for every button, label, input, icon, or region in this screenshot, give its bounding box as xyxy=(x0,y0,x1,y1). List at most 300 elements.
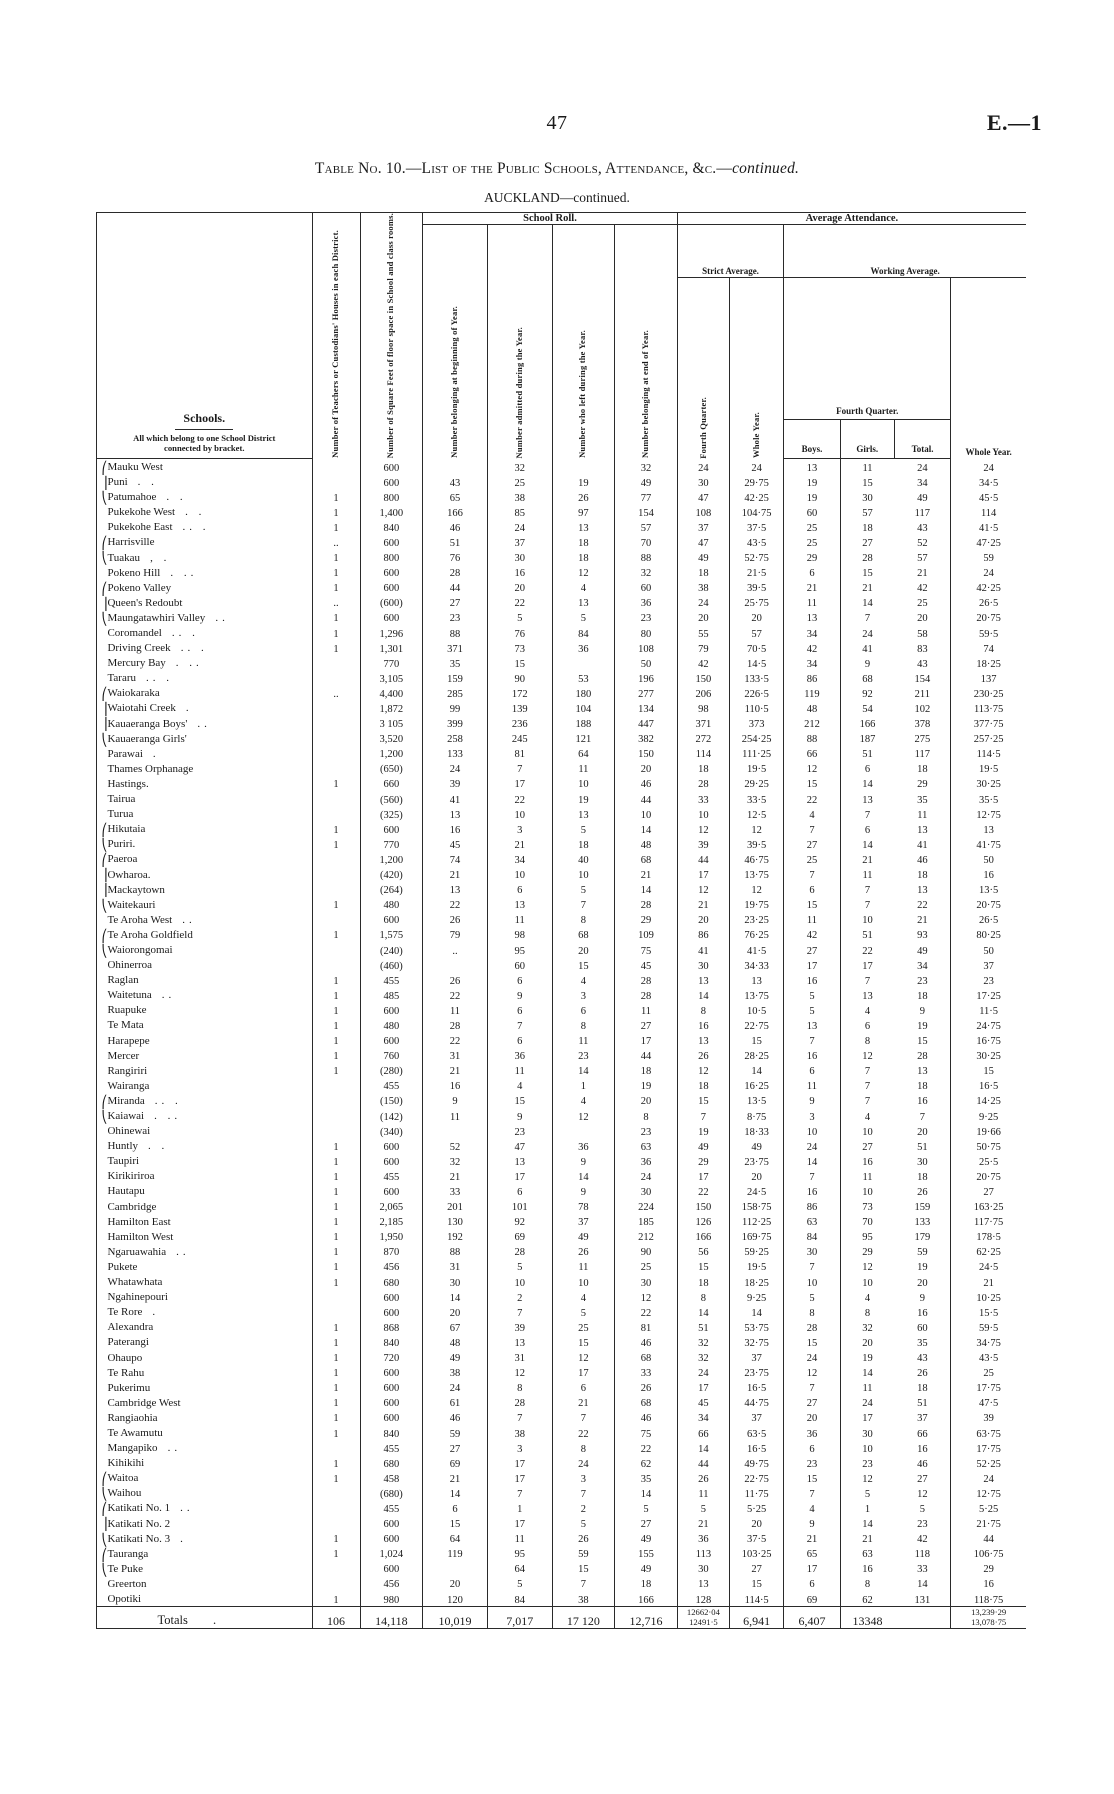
cell-s-fourth: 44 xyxy=(677,851,729,866)
cell-w-girls: 14 xyxy=(840,1515,894,1530)
cell-admitted: 17 xyxy=(487,1515,552,1530)
cell-w-total: 20 xyxy=(917,613,928,625)
cell-w-boys: 7 xyxy=(784,821,840,836)
table-row xyxy=(97,1364,1027,1379)
cell-begin: 59 xyxy=(423,1425,488,1440)
cell-s-whole: 29·75 xyxy=(730,474,784,489)
cell-sqft: 840 xyxy=(360,519,423,534)
group-bracket xyxy=(97,1425,108,1440)
cell-left: 19 xyxy=(552,474,615,489)
cell-sqft: 868 xyxy=(360,1319,423,1334)
table-row xyxy=(97,896,1027,911)
cell-s-fourth: 108 xyxy=(677,504,729,519)
school-name xyxy=(107,640,312,655)
cell-sqft: 1,200 xyxy=(360,851,423,866)
table-row xyxy=(97,1561,1027,1576)
cell-w-boys: 28 xyxy=(784,1319,840,1334)
cell-w-boys: 12 xyxy=(784,761,840,776)
cell-admitted: 38 xyxy=(487,489,552,504)
cell-left: 12 xyxy=(552,564,615,579)
cell-begin: 201 xyxy=(423,1198,488,1213)
cell-left: 5 xyxy=(552,821,615,836)
cell-admitted: 236 xyxy=(487,715,552,730)
table-row xyxy=(97,791,1027,806)
cell-teachers xyxy=(312,1093,360,1108)
schools-header-rule xyxy=(175,429,233,430)
school-name xyxy=(107,957,312,972)
cell-teachers: 1 xyxy=(312,1530,360,1545)
school-name xyxy=(107,881,312,896)
school-name-text: Maungatawhiri Valley xyxy=(107,611,206,624)
cell-end: 23 xyxy=(615,1123,678,1138)
cell-begin: 27 xyxy=(423,1440,488,1455)
cell-w-boys: 11 xyxy=(784,912,840,927)
cell-w-whole: 30·25 xyxy=(951,1047,1026,1062)
group-bracket: ⎝ xyxy=(97,836,108,851)
cell-w-whole: 19·66 xyxy=(951,1123,1026,1138)
table-row xyxy=(97,1047,1027,1062)
cell-end: 28 xyxy=(615,972,678,987)
totals-working-total xyxy=(894,1606,950,1628)
cell-s-fourth: 17 xyxy=(677,1379,729,1394)
cell-s-fourth: 39 xyxy=(677,836,729,851)
cell-teachers: 1 xyxy=(312,1470,360,1485)
cell-s-fourth: 14 xyxy=(677,1304,729,1319)
school-name xyxy=(107,1470,312,1485)
cell-left: 5 xyxy=(552,1304,615,1319)
cell-w-girls: 11 xyxy=(840,1379,894,1394)
cell-end: 33 xyxy=(615,1364,678,1379)
cell-left: 14 xyxy=(552,1168,615,1183)
school-name xyxy=(107,1319,312,1334)
leader-dots: .. . xyxy=(182,521,210,534)
average-attendance-group-header: Average Attendance. xyxy=(677,213,1026,225)
cell-left: 104 xyxy=(552,700,615,715)
cell-end: 19 xyxy=(615,1078,678,1093)
cell-w-whole: 230·25 xyxy=(951,685,1026,700)
cell-teachers: 1 xyxy=(312,1364,360,1379)
cell-begin: 46 xyxy=(423,1410,488,1425)
group-bracket: ⎝ xyxy=(97,1530,108,1545)
group-bracket: ⎝ xyxy=(97,1485,108,1500)
cell-admitted: 81 xyxy=(487,746,552,761)
cell-w-girls: 21 xyxy=(840,1530,894,1545)
totals-label-text: Totals xyxy=(157,1613,188,1627)
cell-s-whole: 53·75 xyxy=(730,1319,784,1334)
cell-begin: 14 xyxy=(423,1485,488,1500)
leader-dots: .. xyxy=(182,913,196,926)
cell-w-girls: 13 xyxy=(840,791,894,806)
cell-s-whole: 23·75 xyxy=(730,1153,784,1168)
cell-left: 23 xyxy=(552,1047,615,1062)
cell-w-whole: 16·5 xyxy=(951,1078,1026,1093)
roll-end-header xyxy=(615,225,678,458)
cell-sqft: 600 xyxy=(360,458,423,474)
cell-teachers xyxy=(312,761,360,776)
cell-s-fourth: 33 xyxy=(677,791,729,806)
cell-end: 277 xyxy=(615,685,678,700)
cell-w-boys: 16 xyxy=(784,972,840,987)
group-bracket: ⎝ xyxy=(97,610,108,625)
cell-w-total: 42 xyxy=(917,583,928,595)
cell-sqft: 770 xyxy=(360,655,423,670)
cell-w-whole: 26·5 xyxy=(951,595,1026,610)
cell-w-total: 18 xyxy=(917,1383,928,1395)
cell-end: 29 xyxy=(615,912,678,927)
group-bracket xyxy=(97,776,108,791)
cell-w-boys: 88 xyxy=(784,730,840,745)
cell-w-whole: 47·5 xyxy=(951,1395,1026,1410)
cell-left: 6 xyxy=(552,1002,615,1017)
table-row xyxy=(97,1334,1027,1349)
cell-teachers: 1 xyxy=(312,987,360,1002)
school-name-text: Coromandel xyxy=(107,627,162,639)
school-name xyxy=(107,1047,312,1062)
cell-w-girls: 51 xyxy=(840,927,894,942)
school-name xyxy=(107,942,312,957)
school-name xyxy=(107,851,312,866)
cell-teachers xyxy=(312,1304,360,1319)
cell-end: 21 xyxy=(615,866,678,881)
school-name xyxy=(107,1183,312,1198)
cell-w-total: 21 xyxy=(917,915,928,927)
cell-w-boys: 25 xyxy=(784,851,840,866)
school-name xyxy=(107,1198,312,1213)
cell-s-whole: 29·25 xyxy=(730,776,784,791)
cell-w-whole: 59 xyxy=(951,549,1026,564)
cell-s-whole: 19·75 xyxy=(730,896,784,911)
cell-w-girls: 9 xyxy=(840,655,894,670)
cell-w-boys: 10 xyxy=(784,1274,840,1289)
cell-sqft: 3,105 xyxy=(360,670,423,685)
cell-teachers xyxy=(312,1440,360,1455)
school-name-text: Ohinewai xyxy=(107,1125,151,1138)
cell-w-whole: 44 xyxy=(951,1530,1026,1545)
cell-admitted: 101 xyxy=(487,1198,552,1213)
cell-w-whole: 17·75 xyxy=(951,1379,1026,1394)
cell-s-fourth: 15 xyxy=(677,1093,729,1108)
cell-s-fourth: 32 xyxy=(677,1349,729,1364)
cell-teachers: 1 xyxy=(312,489,360,504)
cell-w-girls: 41 xyxy=(840,640,894,655)
cell-admitted: 36 xyxy=(487,1047,552,1062)
cell-sqft: 980 xyxy=(360,1591,423,1607)
group-bracket: ⎥ xyxy=(97,700,108,715)
group-bracket: ⎛ xyxy=(97,1500,108,1515)
cell-end: 25 xyxy=(615,1259,678,1274)
cell-sqft: 600 xyxy=(360,1410,423,1425)
cell-begin xyxy=(423,1561,488,1576)
cell-s-fourth: 206 xyxy=(677,685,729,700)
cell-s-whole: 33·5 xyxy=(730,791,784,806)
cell-w-boys: 69 xyxy=(784,1591,840,1607)
cell-left: 11 xyxy=(552,1032,615,1047)
cell-w-total: 19 xyxy=(917,1020,928,1032)
cell-left: 8 xyxy=(552,1017,615,1032)
cell-end: 185 xyxy=(615,1213,678,1228)
cell-begin: 16 xyxy=(423,1078,488,1093)
cell-end: 109 xyxy=(615,927,678,942)
cell-s-fourth: 17 xyxy=(677,866,729,881)
cell-w-total: 102 xyxy=(914,704,931,716)
group-bracket xyxy=(97,1440,108,1455)
cell-admitted: 98 xyxy=(487,927,552,942)
cell-sqft: 456 xyxy=(360,1576,423,1591)
cell-w-boys: 6 xyxy=(784,564,840,579)
table-row xyxy=(97,1379,1027,1394)
cell-w-total: 58 xyxy=(917,628,928,640)
cell-end: 68 xyxy=(615,1349,678,1364)
cell-end: 10 xyxy=(615,806,678,821)
cell-w-whole: 34·5 xyxy=(951,474,1026,489)
group-bracket xyxy=(97,1002,108,1017)
cell-w-boys: 15 xyxy=(784,1334,840,1349)
group-bracket xyxy=(97,987,108,1002)
cell-teachers xyxy=(312,670,360,685)
cell-w-whole: 62·25 xyxy=(951,1244,1026,1259)
school-name-text: Tuakau xyxy=(107,551,141,564)
cell-begin: 26 xyxy=(423,972,488,987)
cell-sqft: 1,296 xyxy=(360,625,423,640)
cell-w-total: 49 xyxy=(917,492,928,504)
group-bracket xyxy=(97,1198,108,1213)
cell-admitted: 13 xyxy=(487,896,552,911)
school-name-text: Katikati No. 1 xyxy=(107,1502,171,1515)
totals-teachers: 106 xyxy=(312,1606,360,1628)
totals-label xyxy=(107,1606,312,1628)
cell-s-whole: 158·75 xyxy=(730,1198,784,1213)
cell-admitted: 1 xyxy=(487,1500,552,1515)
cell-left: 12 xyxy=(552,1349,615,1364)
cell-admitted: 5 xyxy=(487,610,552,625)
cell-begin: 65 xyxy=(423,489,488,504)
table-row xyxy=(97,1425,1027,1440)
cell-w-girls: 16 xyxy=(840,1153,894,1168)
cell-w-girls: 10 xyxy=(840,1123,894,1138)
leader-dots: . . xyxy=(148,1140,169,1153)
cell-begin: 35 xyxy=(423,655,488,670)
cell-w-whole: 52·25 xyxy=(951,1455,1026,1470)
cell-teachers: 1 xyxy=(312,1063,360,1078)
school-name xyxy=(107,700,312,715)
teachers-column-header xyxy=(312,213,360,459)
school-name xyxy=(107,1153,312,1168)
table-row xyxy=(97,715,1027,730)
cell-end: 212 xyxy=(615,1229,678,1244)
cell-left: 15 xyxy=(552,1334,615,1349)
totals-left: 17 120 xyxy=(552,1606,615,1628)
cell-end: 5 xyxy=(615,1500,678,1515)
table-row xyxy=(97,670,1027,685)
cell-s-fourth: 128 xyxy=(677,1591,729,1607)
school-name-text: Waihou xyxy=(107,1487,142,1500)
cell-w-girls: 7 xyxy=(840,972,894,987)
cell-begin: 69 xyxy=(423,1455,488,1470)
cell-w-whole: 42·25 xyxy=(951,580,1026,595)
cell-w-total: 18 xyxy=(917,870,928,882)
cell-teachers: 1 xyxy=(312,610,360,625)
cell-begin: 6 xyxy=(423,1500,488,1515)
cell-s-fourth: 24 xyxy=(677,595,729,610)
table-row xyxy=(97,1455,1027,1470)
cell-s-fourth: 114 xyxy=(677,746,729,761)
cell-sqft: 1,950 xyxy=(360,1229,423,1244)
cell-begin: 30 xyxy=(423,1274,488,1289)
group-bracket xyxy=(97,670,108,685)
table-row xyxy=(97,1017,1027,1032)
cell-w-boys: 6 xyxy=(784,881,840,896)
school-name-text: Ngahinepouri xyxy=(107,1291,168,1304)
cell-begin: 43 xyxy=(423,474,488,489)
cell-admitted: 172 xyxy=(487,685,552,700)
cell-w-whole: 24·75 xyxy=(951,1017,1026,1032)
cell-w-girls: 73 xyxy=(840,1198,894,1213)
school-name-text: Rangiaohia xyxy=(107,1411,158,1424)
school-name xyxy=(107,821,312,836)
cell-w-whole: 15·5 xyxy=(951,1304,1026,1319)
cell-sqft: 600 xyxy=(360,1002,423,1017)
school-name xyxy=(107,595,312,610)
cell-admitted: 76 xyxy=(487,625,552,640)
cell-end: 60 xyxy=(615,580,678,595)
group-bracket: ⎛ xyxy=(97,458,108,474)
totals-strict-whole: 6,941 xyxy=(730,1606,784,1628)
cell-left: 26 xyxy=(552,489,615,504)
cell-w-whole: 24 xyxy=(951,458,1026,474)
group-bracket: ⎛ xyxy=(97,927,108,942)
cell-sqft: (142) xyxy=(360,1108,423,1123)
cell-s-fourth: 26 xyxy=(677,1470,729,1485)
cell-w-total: 66 xyxy=(917,1428,928,1440)
cell-w-whole: 106·75 xyxy=(951,1546,1026,1561)
cell-w-boys: 10 xyxy=(784,1123,840,1138)
school-name xyxy=(107,776,312,791)
cell-w-total: 22 xyxy=(917,900,928,912)
cell-end: 22 xyxy=(615,1440,678,1455)
cell-admitted: 7 xyxy=(487,1410,552,1425)
leader-dots: . xyxy=(152,1306,160,1319)
school-name-text: Hamilton East xyxy=(107,1215,171,1228)
cell-s-whole: 15 xyxy=(730,1032,784,1047)
cell-w-total: 51 xyxy=(917,1398,928,1410)
cell-s-fourth: 56 xyxy=(677,1244,729,1259)
school-name-text: Hautapu xyxy=(107,1185,145,1198)
school-name-text: Waiokaraka xyxy=(107,687,160,700)
table-row xyxy=(97,1274,1027,1289)
cell-s-whole: 112·25 xyxy=(730,1213,784,1228)
cell-left: 17 xyxy=(552,1364,615,1379)
cell-end: 75 xyxy=(615,1425,678,1440)
cell-w-girls: 10 xyxy=(840,1183,894,1198)
cell-w-total: 16 xyxy=(917,1307,928,1319)
cell-w-boys: 13 xyxy=(784,1017,840,1032)
cell-w-girls: 6 xyxy=(840,761,894,776)
cell-w-girls: 11 xyxy=(840,1168,894,1183)
cell-left: 1 xyxy=(552,1078,615,1093)
school-name xyxy=(107,458,312,474)
group-bracket xyxy=(97,957,108,972)
cell-admitted: 39 xyxy=(487,1319,552,1334)
cell-w-whole: 16 xyxy=(951,866,1026,881)
cell-end: 68 xyxy=(615,851,678,866)
cell-w-total: 57 xyxy=(917,553,928,565)
school-roll-group-header: School Roll. xyxy=(423,213,678,225)
school-name xyxy=(107,1017,312,1032)
cell-end: 154 xyxy=(615,504,678,519)
cell-admitted: 85 xyxy=(487,504,552,519)
cell-s-whole: 39·5 xyxy=(730,836,784,851)
cell-begin: 258 xyxy=(423,730,488,745)
cell-begin: 88 xyxy=(423,1244,488,1259)
cell-w-girls: 51 xyxy=(840,746,894,761)
cell-admitted: 7 xyxy=(487,1017,552,1032)
cell-w-whole: 74 xyxy=(951,640,1026,655)
cell-w-total: 18 xyxy=(917,1171,928,1183)
group-bracket xyxy=(97,972,108,987)
cell-s-fourth: 86 xyxy=(677,927,729,942)
cell-admitted: 8 xyxy=(487,1379,552,1394)
cell-end: 32 xyxy=(615,564,678,579)
table-title-continued: continued. xyxy=(732,160,800,177)
cell-sqft: 720 xyxy=(360,1349,423,1364)
strict-average-group-header: Strict Average. xyxy=(677,225,783,277)
totals-working-girls: 13348 xyxy=(840,1606,894,1628)
table-row xyxy=(97,564,1027,579)
cell-w-boys: 7 xyxy=(784,1379,840,1394)
cell-w-whole: 80·25 xyxy=(951,927,1026,942)
cell-s-whole: 32·75 xyxy=(730,1334,784,1349)
cell-w-boys: 16 xyxy=(784,1047,840,1062)
cell-w-total: 19 xyxy=(917,1262,928,1274)
school-name xyxy=(107,730,312,745)
cell-w-total: 13 xyxy=(917,1066,928,1078)
cell-w-girls: 14 xyxy=(840,595,894,610)
cell-begin: 74 xyxy=(423,851,488,866)
cell-w-boys: 15 xyxy=(784,776,840,791)
table-row xyxy=(97,1410,1027,1425)
table-row xyxy=(97,881,1027,896)
cell-w-total: 21 xyxy=(917,568,928,580)
cell-begin: 48 xyxy=(423,1334,488,1349)
cell-s-whole: 13 xyxy=(730,972,784,987)
table-row xyxy=(97,1591,1027,1607)
table-subtitle: AUCKLAND—continued. xyxy=(484,190,630,205)
cell-w-boys: 34 xyxy=(784,655,840,670)
school-name xyxy=(107,1410,312,1425)
cell-sqft: 600 xyxy=(360,1304,423,1319)
cell-w-whole: 377·75 xyxy=(951,715,1026,730)
cell-w-boys: 5 xyxy=(784,1289,840,1304)
cell-teachers: 1 xyxy=(312,896,360,911)
cell-s-whole: 63·5 xyxy=(730,1425,784,1440)
cell-begin: 99 xyxy=(423,700,488,715)
cell-left: 180 xyxy=(552,685,615,700)
cell-begin xyxy=(423,957,488,972)
cell-w-girls: 17 xyxy=(840,1410,894,1425)
cell-s-fourth: 18 xyxy=(677,564,729,579)
table-row xyxy=(97,1229,1027,1244)
cell-w-total: 16 xyxy=(917,1443,928,1455)
school-name xyxy=(107,1395,312,1410)
group-bracket xyxy=(97,1259,108,1274)
cell-s-fourth: 30 xyxy=(677,1561,729,1576)
cell-teachers: 1 xyxy=(312,519,360,534)
cell-sqft: 600 xyxy=(360,1379,423,1394)
cell-admitted: 6 xyxy=(487,881,552,896)
cell-w-girls: 57 xyxy=(840,504,894,519)
table-row xyxy=(97,927,1027,942)
group-bracket xyxy=(97,1364,108,1379)
